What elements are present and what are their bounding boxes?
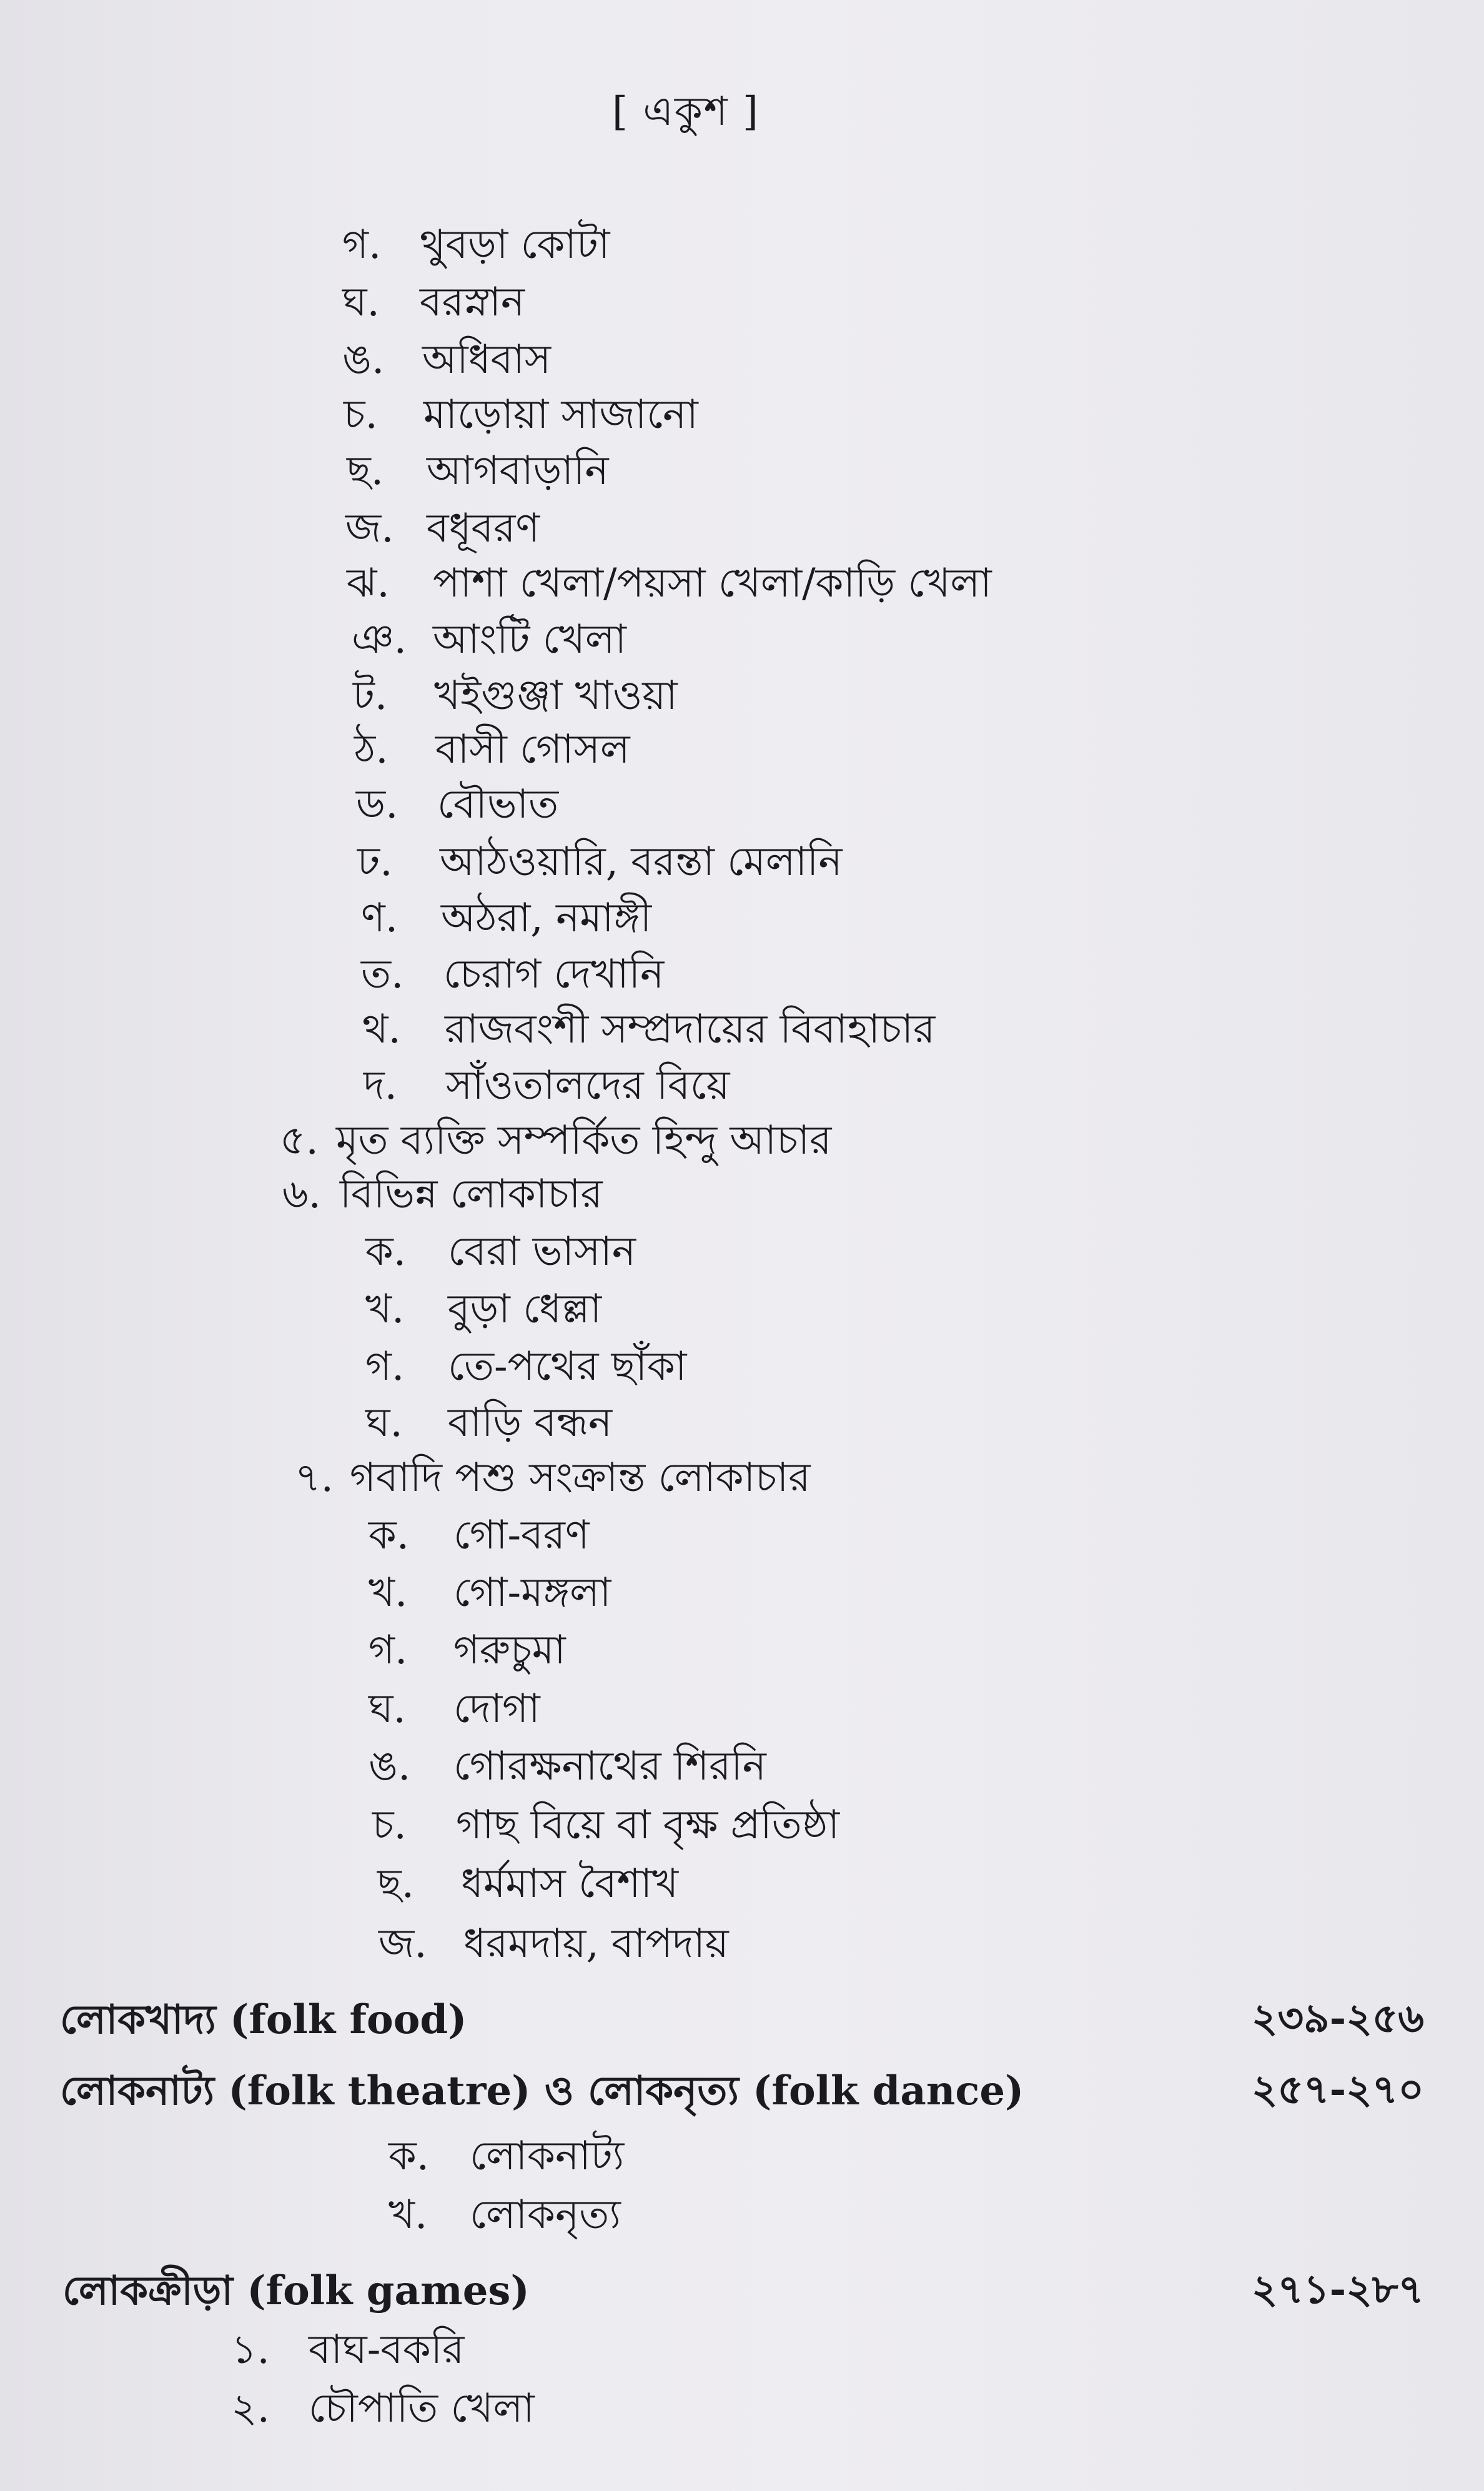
list-item <box>231 2327 465 2373</box>
list-text: খইগুঞ্জা খাওয়া <box>434 673 678 719</box>
list-item <box>377 1861 679 1907</box>
list-item <box>354 726 630 773</box>
list-text: আগবাড়ানি <box>427 448 609 494</box>
list-item <box>369 1743 766 1790</box>
list-marker: ক. <box>365 1229 407 1275</box>
list-marker: খ. <box>369 1570 408 1616</box>
list-text: ধর্মমাস বৈশাখ <box>461 1861 679 1907</box>
list-text: গোরক্ষনাথের শিরনি <box>453 1743 766 1790</box>
list-text: চৌপাতি খেলা <box>309 2385 535 2432</box>
list-text: বাড়ি বন্ধন <box>448 1400 613 1446</box>
list-text: আংটি খেলা <box>433 617 626 663</box>
list-item <box>356 781 559 828</box>
list-marker: ১. <box>231 2327 270 2373</box>
list-marker: ঝ. <box>347 560 390 607</box>
list-text: লোকনাট্য <box>470 2133 625 2179</box>
list-marker: ক. <box>388 2133 430 2179</box>
list-item <box>345 505 540 552</box>
list-item <box>295 1455 811 1501</box>
list-text: রাজবংশী সম্প্রদায়ের বিবাহাচার <box>445 1006 936 1052</box>
list-marker: জ. <box>345 505 394 552</box>
list-text: বিভিন্ন লোকাচার <box>340 1171 603 1217</box>
list-item <box>369 1686 540 1732</box>
list-marker: ঘ. <box>365 1400 403 1446</box>
list-item <box>388 2192 621 2238</box>
section-title: লোকক্রীড়া (folk games) <box>62 2267 530 2314</box>
list-marker: ঙ. <box>342 337 385 383</box>
list-item <box>231 2385 535 2432</box>
list-item <box>352 617 626 663</box>
list-item <box>365 1344 687 1390</box>
list-text: অধিবাস <box>422 337 552 383</box>
list-text: বাঘ-বকরি <box>309 2327 465 2373</box>
list-item <box>342 337 552 383</box>
list-item <box>365 1400 613 1446</box>
list-item <box>342 279 525 325</box>
list-marker: খ. <box>365 1286 405 1332</box>
section-title: লোকখাদ্য (folk food) <box>60 1996 467 2043</box>
list-marker: চ. <box>344 392 378 438</box>
list-text: মাড়োয়া সাজানো <box>423 392 698 438</box>
list-marker: ঘ. <box>342 279 380 325</box>
list-item <box>357 839 843 885</box>
list-marker: জ. <box>378 1921 427 1967</box>
list-marker: চ. <box>372 1802 407 1848</box>
list-text: বেরা ভাসান <box>448 1229 636 1275</box>
list-marker: থ. <box>362 1006 401 1052</box>
list-marker: ঘ. <box>369 1686 406 1732</box>
section-pages: ২৭১-২৮৭ <box>1251 2266 1424 2313</box>
list-marker: ছ. <box>377 1861 415 1907</box>
list-item <box>282 1171 603 1217</box>
list-text: আঠওয়ারি, বরন্তা মেলানি <box>440 839 843 885</box>
list-text: গরুচুমা <box>453 1627 566 1673</box>
list-text: ধরমদায়, বাপদায় <box>463 1921 729 1967</box>
list-item <box>361 895 652 941</box>
list-marker: ঙ. <box>369 1743 411 1790</box>
list-marker: ঠ. <box>354 726 388 773</box>
list-text: গবাদি পশু সংক্রান্ত লোকাচার <box>350 1455 811 1501</box>
list-item <box>372 1802 840 1848</box>
list-marker: ৫. <box>280 1117 319 1164</box>
section-pages: ২৫৭-২৭০ <box>1251 2066 1424 2113</box>
list-marker: গ. <box>342 222 382 268</box>
list-marker: গ. <box>365 1344 405 1390</box>
list-text: তে-পথের ছাঁকা <box>448 1344 687 1390</box>
list-marker: ড. <box>356 781 398 828</box>
list-item <box>369 1627 566 1673</box>
list-item <box>369 1570 611 1616</box>
list-text: অঠরা, নমাঙ্গী <box>441 895 652 941</box>
list-text: চেরাগ দেখানি <box>443 951 665 998</box>
list-marker: ২. <box>231 2385 270 2432</box>
list-item <box>347 560 992 607</box>
list-item <box>362 1006 936 1052</box>
list-marker: ঢ. <box>357 839 393 885</box>
list-marker: ত. <box>361 951 404 998</box>
list-text: গো-বরণ <box>453 1512 590 1558</box>
section-pages: ২৩৯-২৫৬ <box>1251 1995 1424 2042</box>
list-marker: ৬. <box>282 1171 321 1217</box>
list-text: দোগা <box>453 1686 540 1732</box>
list-marker: ক. <box>369 1512 410 1558</box>
list-text: লোকনৃত্য <box>470 2192 621 2238</box>
list-text: সাঁওতালদের বিয়ে <box>446 1062 730 1109</box>
list-marker: ঞ. <box>352 617 407 663</box>
list-item <box>365 1229 636 1275</box>
list-text: বৌভাত <box>437 781 559 828</box>
list-marker: ছ. <box>347 448 384 494</box>
list-text: বধূবরণ <box>427 505 540 552</box>
list-text: গো-মঙ্গলা <box>453 1570 611 1616</box>
list-item <box>378 1921 729 1967</box>
list-item <box>361 951 665 998</box>
list-text: গাছ বিয়ে বা বৃক্ষ প্রতিষ্ঠা <box>456 1802 840 1848</box>
list-item <box>353 673 678 719</box>
page-number-header: [ একুশ ] <box>612 89 759 135</box>
list-item <box>364 1062 730 1109</box>
list-marker: ণ. <box>361 895 398 941</box>
list-marker: ৭. <box>295 1455 334 1501</box>
list-text: বুড়া ধেল্লা <box>448 1286 602 1332</box>
list-item <box>344 392 698 438</box>
list-text: পাশা খেলা/পয়সা খেলা/কাড়ি খেলা <box>433 560 992 607</box>
list-item <box>365 1286 602 1332</box>
list-text: বরস্নান <box>420 279 525 325</box>
list-text: মৃত ব্যক্তি সম্পর্কিত হিন্দু আচার <box>336 1117 832 1164</box>
list-item <box>369 1512 590 1558</box>
list-marker: খ. <box>388 2192 428 2238</box>
list-marker: গ. <box>369 1627 408 1673</box>
list-marker: দ. <box>364 1062 397 1109</box>
list-text: থুবড়া কোটা <box>420 222 610 268</box>
list-marker: ট. <box>353 673 388 719</box>
list-item <box>280 1117 832 1164</box>
list-text: বাসী গোসল <box>435 726 630 773</box>
list-item <box>347 448 609 494</box>
list-item <box>388 2133 625 2179</box>
section-title: লোকনাট্য (folk theatre) ও লোকনৃত্য (folk dance) <box>60 2068 1024 2114</box>
list-item <box>342 222 610 268</box>
